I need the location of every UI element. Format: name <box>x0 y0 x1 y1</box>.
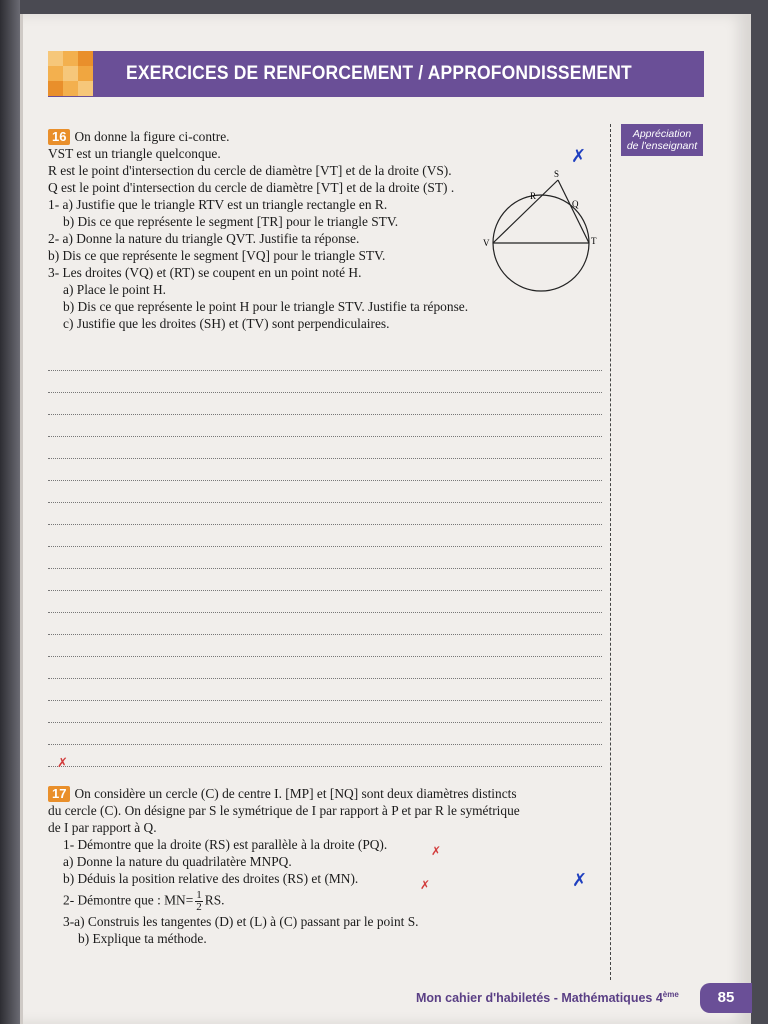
answer-line[interactable] <box>48 766 602 767</box>
answer-line[interactable] <box>48 546 602 547</box>
exercise-line: b) Dis ce que représente le segment [TR] pour le triangle STV. <box>63 214 399 229</box>
label-T: T <box>591 236 597 246</box>
fraction <box>195 890 203 913</box>
exercise-line: a) Donne la nature du quadrilatère MNPQ. <box>63 854 292 869</box>
label-V: V <box>483 238 490 248</box>
answer-line[interactable] <box>48 436 602 437</box>
handwritten-cross-mark: ✗ <box>571 146 587 167</box>
exercise-line: RS. <box>204 892 225 908</box>
answer-line[interactable] <box>48 414 602 415</box>
exercise-line: 1- Démontre que la droite (RS) est parallèle à la droite (PQ). <box>63 837 388 852</box>
exercise-line: c) Justifie que les droites (SH) et (TV) sont perpendiculaires. <box>63 316 390 331</box>
handwritten-cross-mark: ✗ <box>572 870 588 891</box>
fraction-denominator: 2 <box>196 901 202 913</box>
exercise-line: b) Explique ta méthode. <box>78 931 207 946</box>
answer-line[interactable] <box>48 700 602 701</box>
answer-line[interactable] <box>48 502 602 503</box>
exercise-line: VST est un triangle quelconque. <box>48 146 221 161</box>
answer-line[interactable] <box>48 590 602 591</box>
handwritten-red-mark: ✗ <box>431 844 442 858</box>
margin-divider <box>610 124 611 980</box>
label-R: R <box>530 191 537 201</box>
exercise-line: 1- a) Justifie que le triangle RTV est un triangle rectangle en R. <box>48 197 388 212</box>
handwritten-red-mark: ✗ <box>420 878 431 892</box>
footer-book-title <box>416 990 679 1005</box>
exercise-line: b) Déduis la position relative des droites (RS) et (MN). <box>63 871 359 886</box>
exercise-line: du cercle (C). On désigne par S le symétrique de I par rapport à P et par R le symétrique <box>48 803 520 818</box>
exercise-line: de I par rapport à Q. <box>48 820 157 835</box>
appreciation-line1: Appréciation <box>632 128 692 140</box>
exercise-line: On considère un cercle (C) de centre I. [MP] et [NQ] sont deux diamètres distincts <box>74 786 517 801</box>
appreciation-line2: de l'enseignant <box>626 140 698 152</box>
footer-book: Mon cahier d'habiletés - Mathématiques 4 <box>416 991 663 1006</box>
label-S: S <box>554 169 560 179</box>
exercise-line: 2- Démontre que : MN= <box>63 892 194 908</box>
exercise-line: 3-a) Construis les tangentes (D) et (L) à (C) passant par le point S. <box>63 914 419 929</box>
segment-VS <box>493 180 558 243</box>
answer-line[interactable] <box>48 370 602 371</box>
answer-line[interactable] <box>48 480 602 481</box>
book-spine <box>0 0 20 1024</box>
exercise-line: R est le point d'intersection du cercle de diamètre [VT] et de la droite (VS). <box>48 163 452 178</box>
page-number: 85 <box>700 983 752 1013</box>
exercise-line: 2- a) Donne la nature du triangle QVT. Justifie ta réponse. <box>48 231 360 246</box>
footer-grade-suffix: ème <box>662 990 679 999</box>
exercise-line: 3- Les droites (VQ) et (RT) se coupent en un point noté H. <box>48 265 362 280</box>
answer-line[interactable] <box>48 656 602 657</box>
exercise-line: Q est le point d'intersection du cercle de diamètre [VT] et de la droite (ST) . <box>48 180 455 195</box>
appreciation-box <box>621 124 703 156</box>
answer-line[interactable] <box>48 678 602 679</box>
handwritten-red-mark: ✗ <box>57 756 68 771</box>
answer-line[interactable] <box>48 722 602 723</box>
label-Q: Q <box>572 199 579 209</box>
exercise-number-badge: 16 <box>48 129 70 145</box>
exercise-number-badge: 17 <box>48 786 70 802</box>
exercise-17 <box>48 785 520 947</box>
answer-line[interactable] <box>48 744 602 745</box>
exercise-line: a) Place le point H. <box>63 282 166 297</box>
geometry-figure <box>480 166 610 296</box>
answer-line[interactable] <box>48 634 602 635</box>
exercise-line: On donne la figure ci-contre. <box>74 129 230 144</box>
segment-ST <box>558 180 589 243</box>
answer-line[interactable] <box>48 612 602 613</box>
answer-line[interactable] <box>48 458 602 459</box>
answer-line[interactable] <box>48 524 602 525</box>
answer-line[interactable] <box>48 568 602 569</box>
answer-line[interactable] <box>48 392 602 393</box>
header-decoration <box>48 51 94 97</box>
exercise-line-fraction <box>48 890 520 913</box>
section-title: EXERCICES DE RENFORCEMENT / APPROFONDISSEMENT <box>126 63 632 84</box>
exercise-16 <box>48 128 468 332</box>
exercise-line: b) Dis ce que représente le segment [VQ] pour le triangle STV. <box>48 248 386 263</box>
fraction-numerator: 1 <box>196 889 202 901</box>
exercise-line: b) Dis ce que représente le point H pour le triangle STV. Justifie ta réponse. <box>63 299 469 314</box>
